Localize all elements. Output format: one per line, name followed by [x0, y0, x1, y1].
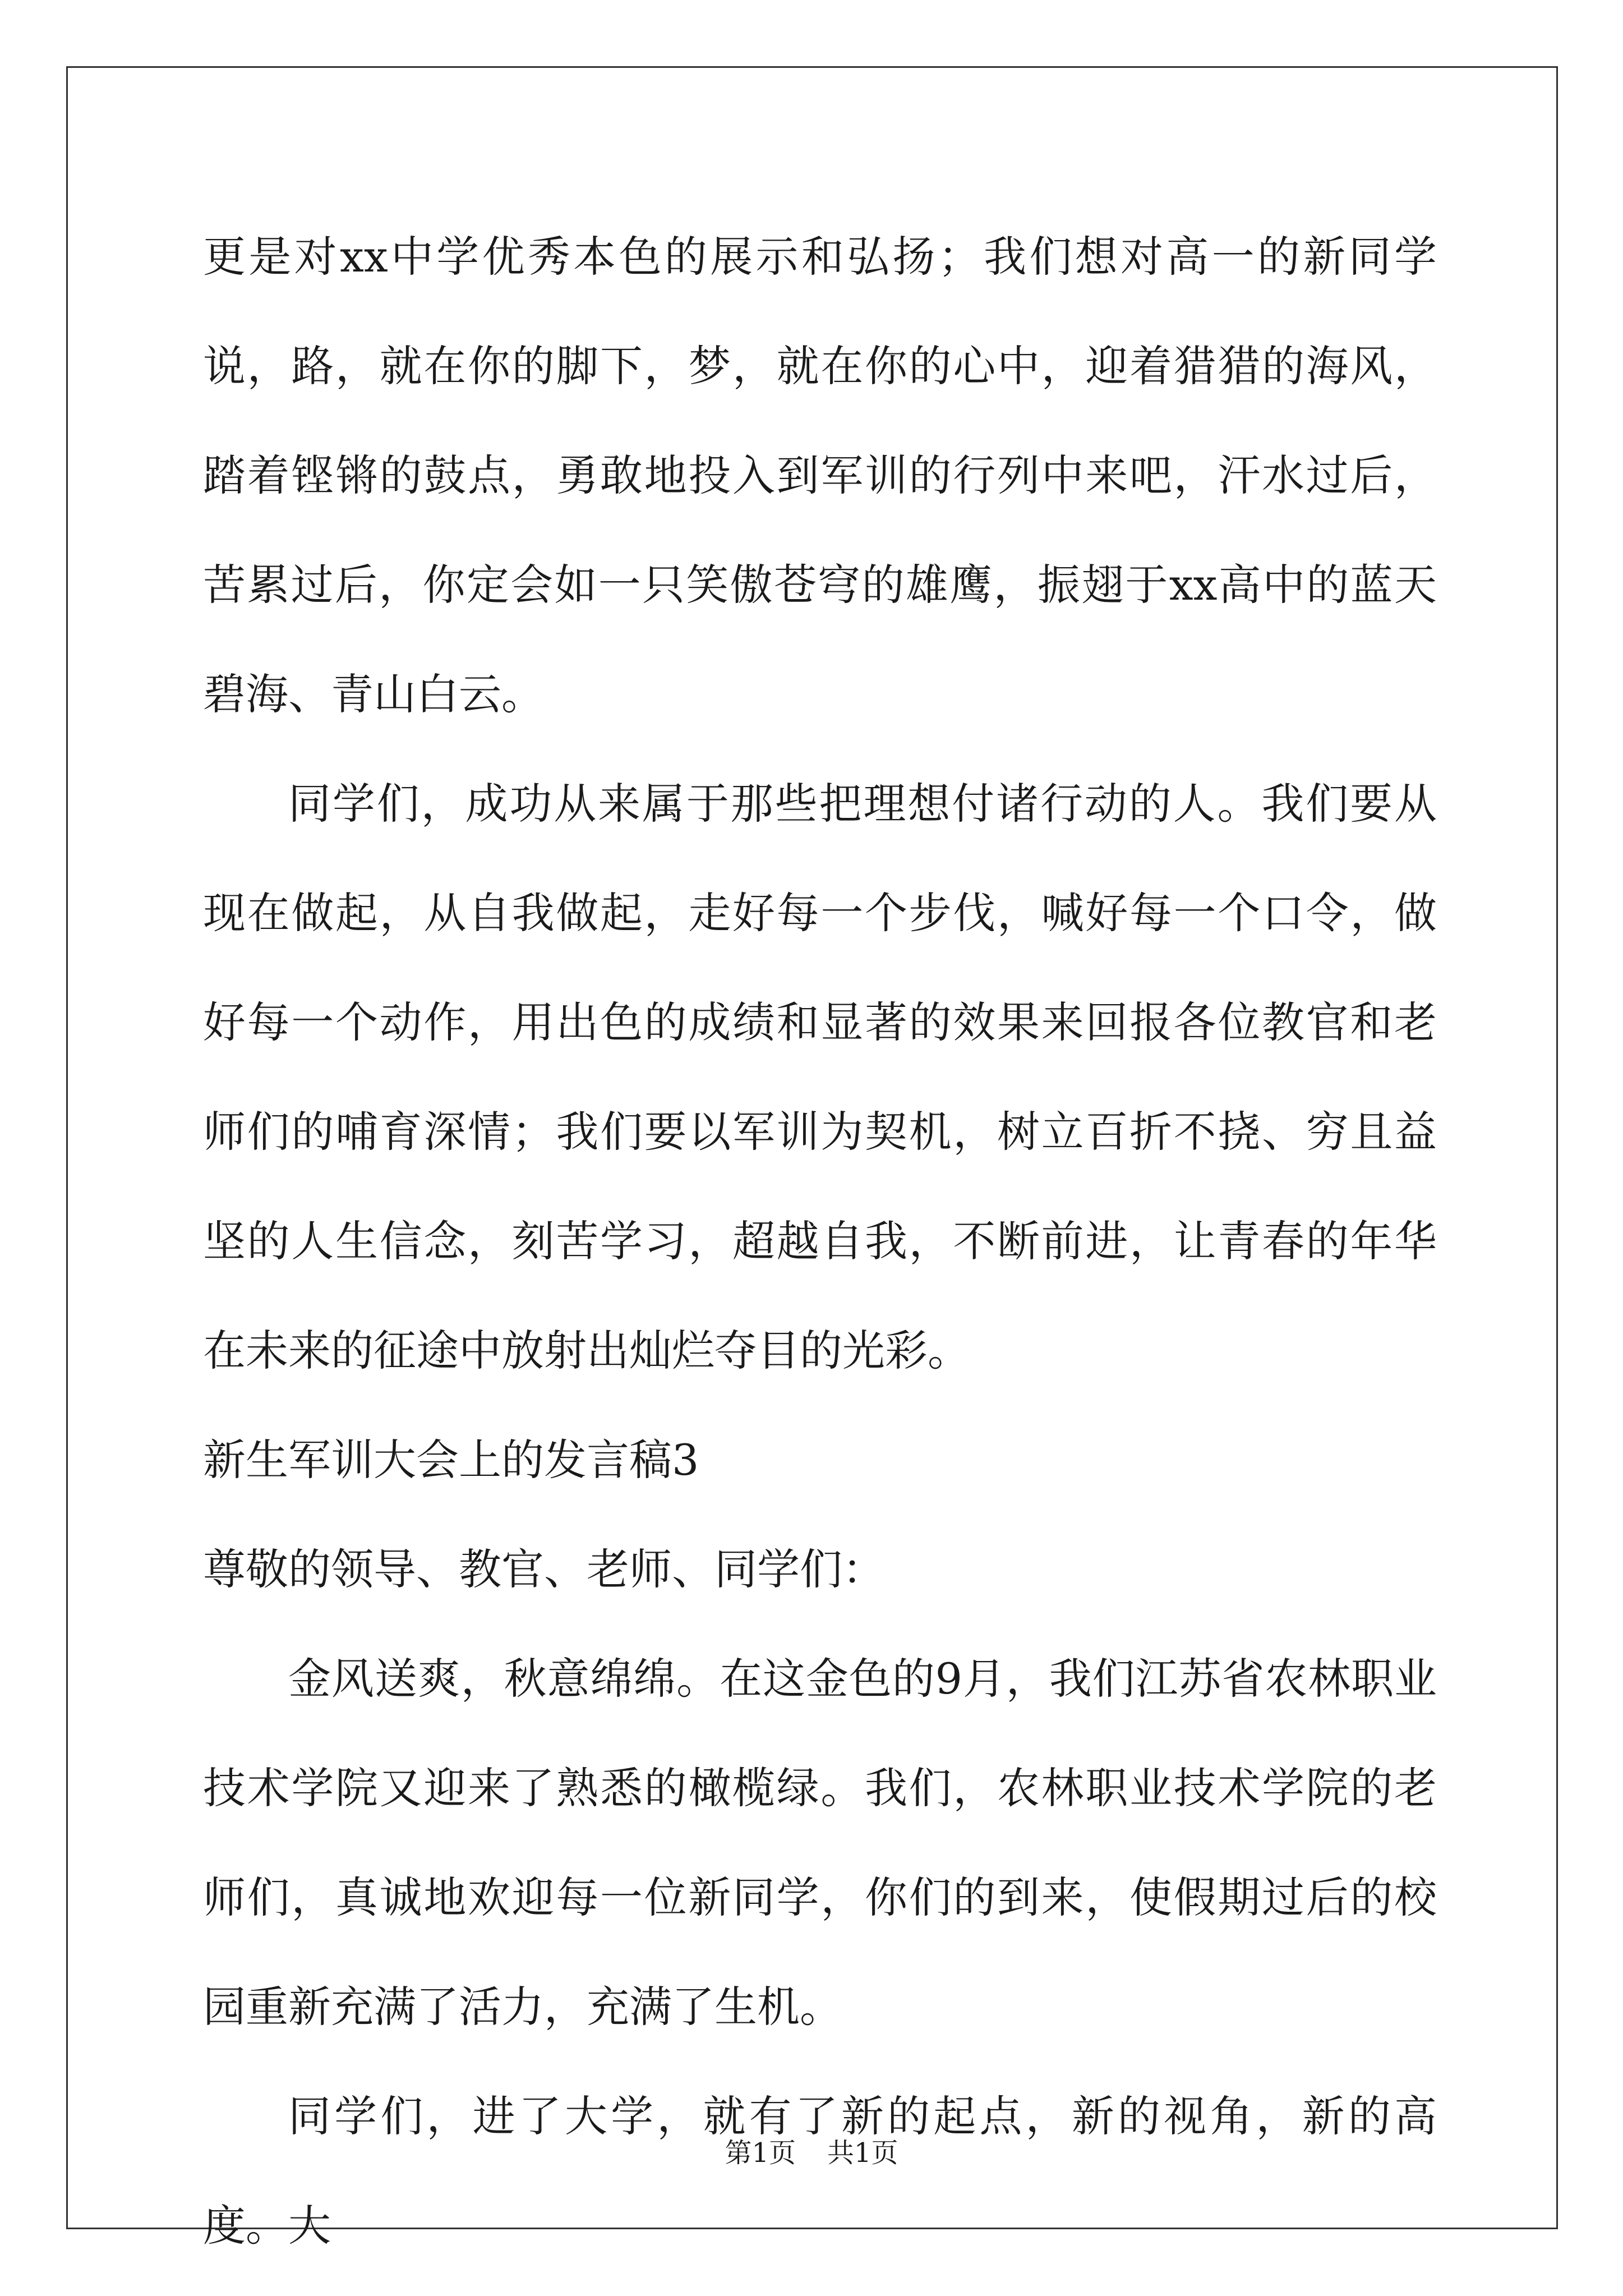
- paragraph-5: 金风送爽，秋意绵绵。在这金色的9月，我们江苏省农林职业技术学院又迎来了熟悉的橄榄绿。我们，农林职业技术学院的老师们，真诚地欢迎每一位新同学，你们的到来，使假期过后的校园重新充满了活力，充满了生机。: [203, 1654, 1437, 2032]
- page-footer: [0, 2136, 1623, 2170]
- salutation: 尊敬的领导、教官、老师、同学们：: [203, 1544, 885, 1594]
- section-heading: 新生军训大会上的发言稿3: [203, 1435, 699, 1485]
- page-total: 共1页: [827, 2137, 898, 2169]
- paragraph-6: 同学们，进了大学，就有了新的起点，新的视角，新的高度。大: [203, 2091, 1437, 2251]
- paragraph-2: 同学们，成功从来属于那些把理想付诸行动的人。我们要从现在做起，从自我做起，走好每一个步伐，喊好每一个口令，做好每一个动作，用出色的成绩和显著的效果来回报各位教官和老师们的哺育深情；我们要以军训为契机，树立百折不挠、穷且益坚的人生信念，刻苦学习，超越自我，不断前进，让青春的年华在未来的征途中放射出灿烂夺目的光彩。: [203, 779, 1437, 1375]
- paragraph-1: 更是对xx中学优秀本色的展示和弘扬；我们想对高一的新同学说，路，就在你的脚下，梦，就在你的心中，迎着猎猎的海风，踏着铿锵的鼓点，勇敢地投入到军训的行列中来吧，汗水过后，苦累过后，你定会如一只笑傲苍穹的雄鹰，振翅于xx高中的蓝天碧海、青山白云。: [203, 232, 1437, 719]
- page-number: 第1页: [725, 2137, 796, 2169]
- document-body: [203, 202, 1437, 2280]
